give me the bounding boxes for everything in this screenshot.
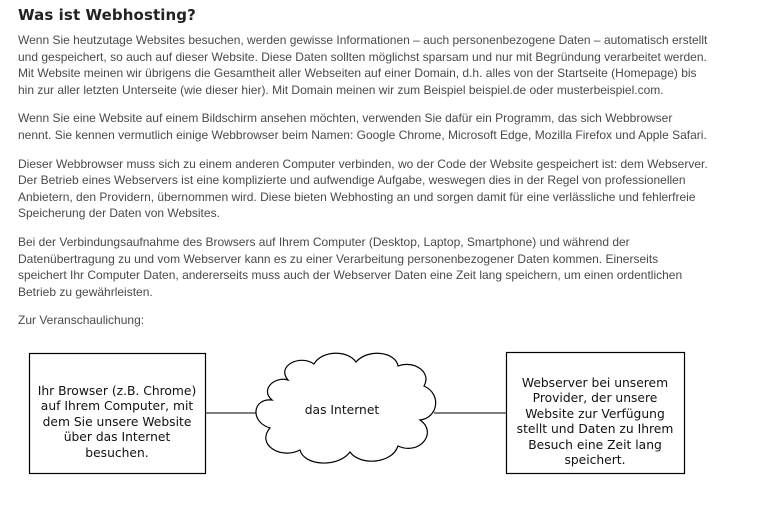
- paragraph-browsers: Wenn Sie eine Website auf einem Bildschirm ansehen möchten, verwenden Sie dafür ein Programm, das sich Webbrowser nennt. Sie kennen vermutlich einige Webbrowser beim Namen: Google Chrome, Microsoft Edge, Mozilla Firefox und Apple Safari.: [18, 111, 707, 142]
- article-heading: Was ist Webhosting?: [18, 6, 196, 24]
- browser-box-label: Ihr Browser (z.B. Chrome) auf Ihrem Computer, mit dem Sie unsere Website über das Internet besuchen.: [37, 384, 197, 460]
- paragraph-intro: Wenn Sie heutzutage Websites besuchen, werden gewisse Informationen – auch personenbezogene Daten – automatisch erstellt und gespeichert, so auch auf dieser Website. Diese Daten sollten möglichst sparsam und nur mit Begründung verarbeitet werden. Mit Website meinen wir übrigens die Gesamtheit aller Webseiten auf einer Domain, d.h. alles von der Startseite (Homepage) bis hin zur aller letzten Unterseite (wie dieser hier). Mit Domain meinen wir zum Beispiel beispiel.de oder musterbeispiel.com.: [18, 33, 708, 97]
- paragraph-illustration-label: Zur Veranschaulichung:: [18, 313, 145, 328]
- webhosting-diagram: [0, 340, 768, 511]
- server-box-label: Webserver bei unserem Provider, der unsere Website zur Verfügung stellt und Daten zu Ihrem Besuch eine Zeit lang speichert.: [516, 376, 674, 468]
- paragraph-data-processing: Bei der Verbindungsaufnahme des Browsers auf Ihrem Computer (Desktop, Laptop, Smartphone) und während der Datenübertragung zu und vom Webserver kann es zu einer Verarbeitung personenbezogener Daten kommen. Einerseits speichert Ihr Computer Daten, andererseits muss auch der Webserver Daten eine Zeit lang speichern, um einen ordentlichen Betrieb zu gewährleisten.: [18, 234, 683, 299]
- internet-cloud-label: das Internet: [304, 403, 380, 417]
- article: [18, 6, 708, 341]
- paragraph-webserver: Dieser Webbrowser muss sich zu einem anderen Computer verbinden, wo der Code der Website gespeichert ist: dem Webserver. Der Betrieb eines Webservers ist eine komplizierte und aufwendige Aufgabe, weswegen dies in der Regel von professionellen Anbietern, den Providern, übernommen wird. Diese bieten Webhosting an und sorgen damit für eine verlässliche und fehlerfreie Speicherung der Daten von Websites.: [18, 156, 708, 221]
